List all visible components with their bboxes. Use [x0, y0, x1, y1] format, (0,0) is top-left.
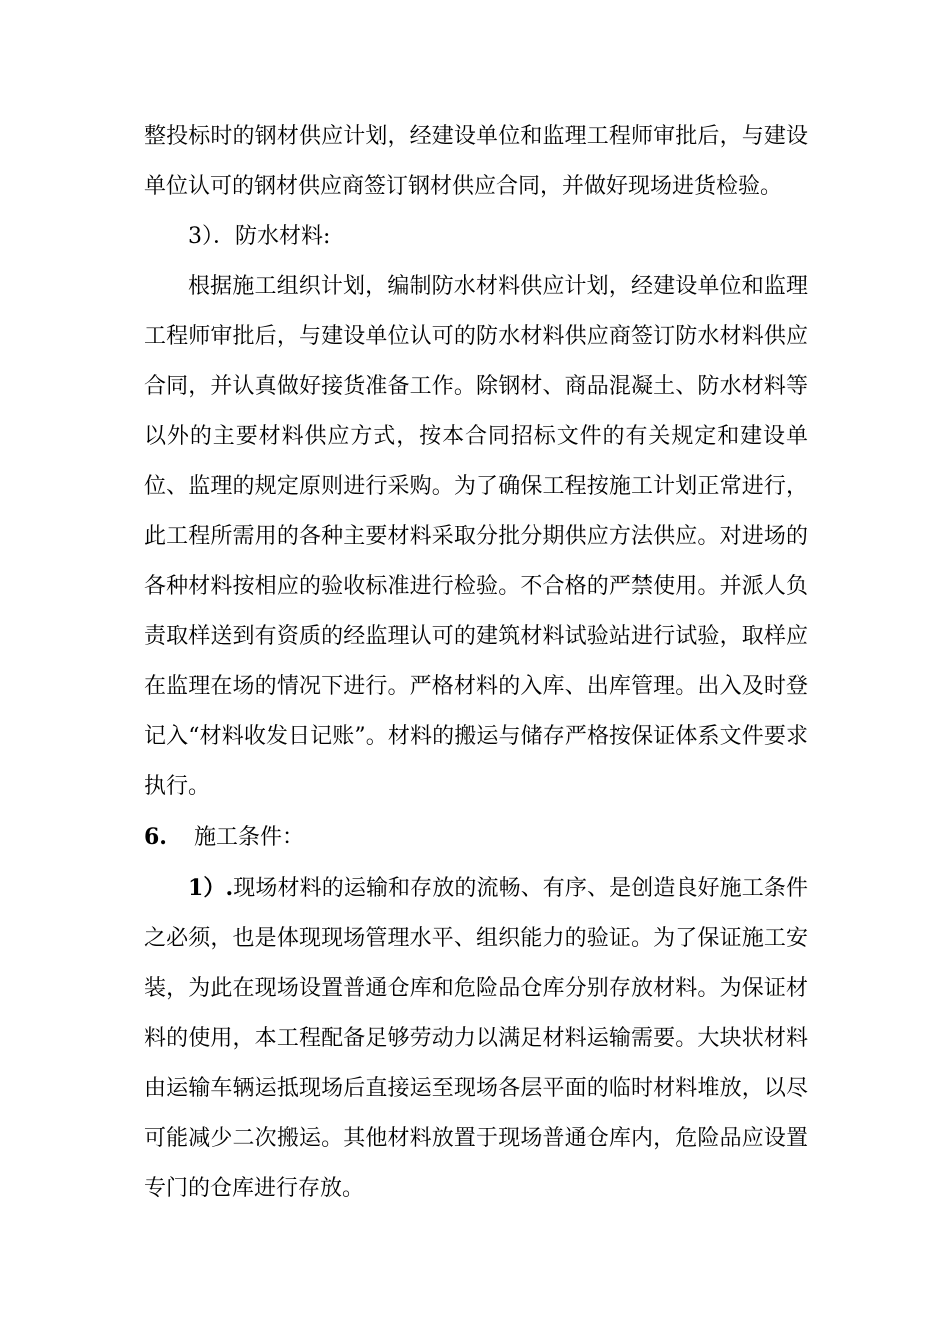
paragraph-steel-supply: 整投标时的钢材供应计划，经建设单位和监理工程师审批后，与建设单位认可的钢材供应商签订钢材供应合同，并做好现场进货检验。: [144, 124, 808, 199]
paragraph-site-materials: [144, 863, 808, 1214]
heading-construction-conditions: [144, 812, 808, 863]
paragraph-waterproof-supply: 根据施工组织计划，编制防水材料供应计划，经建设单位和监理工程师审批后，与建设单位认可的防水材料供应商签订防水材料供应合同，并认真做好接货准备工作。除钢材、商品混凝土、防水材料等以外的主要材料供应方式，按本合同招标文件的有关规定和建设单位、监理的规定原则进行采购。为了确保工程按施工计划正常进行，此工程所需用的各种主要材料采取分批分期供应方法供应。对进场的各种材料按相应的验收标准进行检验。不合格的严禁使用。并派人负责取样送到有资质的经监理认可的建筑材料试验站进行试验，取样应在监理在场的情况下进行。严格材料的入库、出库管理。出入及时登记入“材料收发日记账”。材料的搬运与储存严格按保证体系文件要求执行。: [144, 274, 808, 799]
paragraph-lead-number: 1）.: [188, 875, 234, 901]
heading-number: 6.: [144, 824, 167, 850]
paragraph-site-materials-text: 现场材料的运输和存放的流畅、有序、是创造良好施工条件之必须，也是体现现场管理水平、组织能力的验证。为了保证施工安装，为此在现场设置普通仓库和危险品仓库分别存放材料。为保证材料的使用，本工程配备足够劳动力以满足材料运输需要。大块状材料由运输车辆运抵现场后直接运至现场各层平面的临时材料堆放，以尽可能减少二次搬运。其他材料放置于现场普通仓库内，危险品应设置专门的仓库进行存放。: [144, 876, 808, 1201]
subheading-waterproof-materials: 3）．防水材料:: [188, 224, 331, 249]
heading-title: 施工条件：: [194, 825, 305, 850]
document-body: [144, 112, 808, 1214]
